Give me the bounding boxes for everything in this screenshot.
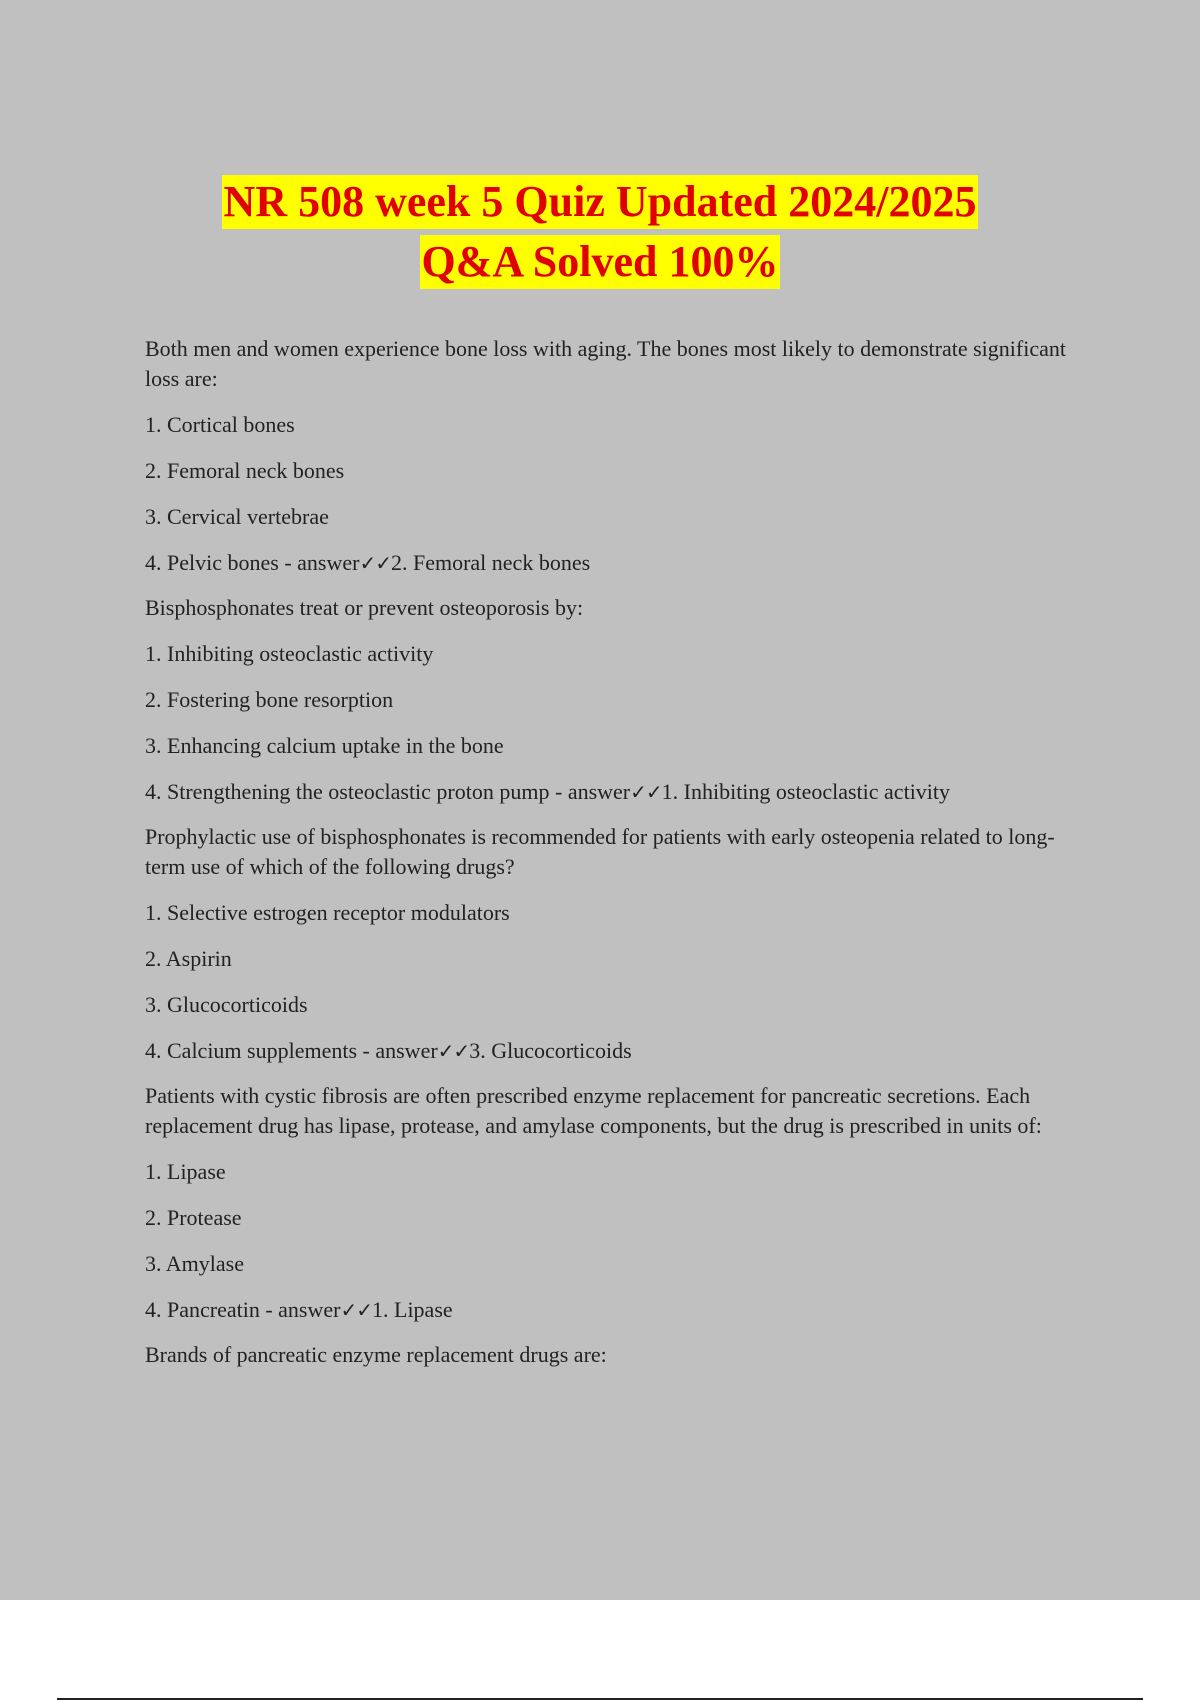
- answer-option-with-answer: [145, 1036, 1095, 1066]
- title-line-2: Q&A Solved 100%: [420, 235, 781, 289]
- question-text: Bisphosphonates treat or prevent osteoporosis by:: [145, 595, 584, 620]
- question-block: [145, 1081, 1095, 1325]
- question-text: Prophylactic use of bisphosphonates is recommended for patients with early osteopenia related to long-term use of which of the following drugs?: [145, 824, 1055, 879]
- answer-option-label: 4. Pelvic bones - answer: [145, 550, 360, 575]
- quiz-content: [145, 334, 1095, 1386]
- answer-option: 2. Femoral neck bones: [145, 458, 345, 483]
- answer-option: 1. Cortical bones: [145, 412, 295, 437]
- document-title: [0, 172, 1200, 292]
- answer-option-with-answer: [145, 548, 1095, 578]
- question-text: Patients with cystic fibrosis are often prescribed enzyme replacement for pancreatic secretions. Each replacement drug has lipase, protease, and amylase components, but the drug is prescribed in units of:: [145, 1083, 1042, 1138]
- answer-option: 3. Amylase: [145, 1251, 244, 1276]
- answer-option: 3. Cervical vertebrae: [145, 504, 329, 529]
- answer-option-label: 4. Pancreatin - answer: [145, 1297, 341, 1322]
- answer-option-with-answer: [145, 1295, 1095, 1325]
- answer-option-with-answer: [145, 777, 1095, 807]
- answer-option: 1. Lipase: [145, 1159, 226, 1184]
- answer-option: 2. Protease: [145, 1205, 242, 1230]
- check-mark-icon: ✓✓: [359, 551, 391, 575]
- check-mark-icon: ✓✓: [630, 780, 662, 804]
- answer-option: 1. Selective estrogen receptor modulators: [145, 900, 510, 925]
- correct-answer: 1. Inhibiting osteoclastic activity: [661, 779, 951, 804]
- answer-option-label: 4. Calcium supplements - answer: [145, 1038, 438, 1063]
- question-block: [145, 334, 1095, 578]
- title-line-1: NR 508 week 5 Quiz Updated 2024/2025: [222, 175, 979, 229]
- answer-option: 2. Aspirin: [145, 946, 232, 971]
- question-text: Brands of pancreatic enzyme replacement drugs are:: [145, 1342, 607, 1367]
- check-mark-icon: ✓✓: [340, 1298, 372, 1322]
- answer-option-label: 4. Strengthening the osteoclastic proton pump - answer: [145, 779, 631, 804]
- question-block: [145, 593, 1095, 807]
- correct-answer: 2. Femoral neck bones: [390, 550, 591, 575]
- answer-option: 2. Fostering bone resorption: [145, 687, 394, 712]
- answer-option: 3. Enhancing calcium uptake in the bone: [145, 733, 504, 758]
- question-block: [145, 822, 1095, 1066]
- answer-option: 3. Glucocorticoids: [145, 992, 308, 1017]
- question-text: Both men and women experience bone loss with aging. The bones most likely to demonstrate significant loss are:: [145, 336, 1066, 391]
- check-mark-icon: ✓✓: [437, 1039, 470, 1063]
- answer-option: 1. Inhibiting osteoclastic activity: [145, 641, 434, 666]
- correct-answer: 1. Lipase: [372, 1297, 453, 1322]
- correct-answer: 3. Glucocorticoids: [469, 1038, 632, 1063]
